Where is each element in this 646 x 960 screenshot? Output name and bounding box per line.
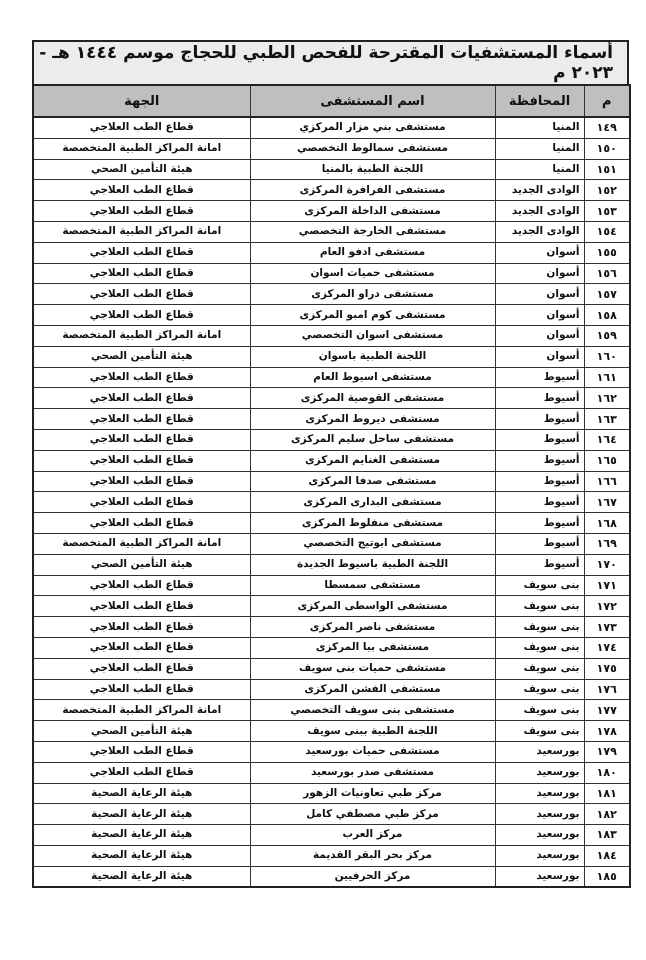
table-row — [33, 783, 630, 804]
cell-hospital: مستشفى الفشن المركزى — [250, 679, 495, 700]
cell-governorate: بنى سويف — [495, 596, 584, 617]
cell-authority: قطاع الطب العلاجي — [33, 367, 250, 388]
cell-governorate: بورسعيد — [495, 825, 584, 846]
cell-authority: قطاع الطب العلاجي — [33, 492, 250, 513]
cell-number: ١٦٢ — [584, 388, 630, 409]
cell-hospital: مستشفى ناصر المركزى — [250, 617, 495, 638]
cell-governorate: أسيوط — [495, 533, 584, 554]
cell-number: ١٥٤ — [584, 221, 630, 242]
cell-governorate: بورسعيد — [495, 741, 584, 762]
table-row — [33, 762, 630, 783]
cell-governorate: أسيوط — [495, 471, 584, 492]
table-row — [33, 741, 630, 762]
cell-hospital: مستشفى بني مزار المركزي — [250, 117, 495, 138]
table-row — [33, 117, 630, 138]
table-row — [33, 450, 630, 471]
cell-governorate: بنى سويف — [495, 700, 584, 721]
cell-hospital: مستشفى كوم امبو المركزى — [250, 305, 495, 326]
cell-number: ١٥٦ — [584, 263, 630, 284]
cell-number: ١٥١ — [584, 159, 630, 180]
table-row — [33, 513, 630, 534]
cell-governorate: المنيا — [495, 117, 584, 138]
cell-authority: قطاع الطب العلاجي — [33, 263, 250, 284]
cell-hospital: اللجنة الطبية باسيوط الجديدة — [250, 554, 495, 575]
cell-governorate: بنى سويف — [495, 637, 584, 658]
cell-number: ١٥٠ — [584, 138, 630, 159]
cell-number: ١٨٢ — [584, 804, 630, 825]
cell-number: ١٤٩ — [584, 117, 630, 138]
table-row — [33, 221, 630, 242]
table-row — [33, 533, 630, 554]
cell-governorate: أسوان — [495, 325, 584, 346]
cell-authority: هيئة الرعاية الصحية — [33, 866, 250, 887]
cell-hospital: مستشفى حميات اسوان — [250, 263, 495, 284]
cell-number: ١٧٩ — [584, 741, 630, 762]
table-row — [33, 554, 630, 575]
table-row — [33, 866, 630, 887]
cell-authority: هيئة الرعاية الصحية — [33, 825, 250, 846]
cell-authority: قطاع الطب العلاجي — [33, 429, 250, 450]
table-row — [33, 429, 630, 450]
table-row — [33, 263, 630, 284]
cell-hospital: مستشفى صدر بورسعيد — [250, 762, 495, 783]
cell-number: ١٦٤ — [584, 429, 630, 450]
cell-governorate: أسيوط — [495, 450, 584, 471]
document-sheet — [32, 40, 629, 888]
cell-authority: قطاع الطب العلاجي — [33, 180, 250, 201]
cell-governorate: بورسعيد — [495, 762, 584, 783]
cell-governorate: المنيا — [495, 159, 584, 180]
cell-authority: قطاع الطب العلاجي — [33, 637, 250, 658]
table-row — [33, 679, 630, 700]
cell-hospital: مركز طبي مصطفي كامل — [250, 804, 495, 825]
cell-authority: قطاع الطب العلاجي — [33, 388, 250, 409]
cell-governorate: بورسعيد — [495, 804, 584, 825]
document-title — [32, 40, 629, 84]
table-body — [33, 117, 630, 887]
cell-number: ١٧١ — [584, 575, 630, 596]
cell-authority: امانة المراكز الطبية المتخصصة — [33, 533, 250, 554]
cell-hospital: مركز طبي تعاونيات الزهور — [250, 783, 495, 804]
cell-authority: هيئة التأمين الصحي — [33, 721, 250, 742]
cell-governorate: أسوان — [495, 346, 584, 367]
cell-governorate: أسيوط — [495, 409, 584, 430]
cell-authority: امانة المراكز الطبية المتخصصة — [33, 221, 250, 242]
cell-hospital: اللجنة الطبية باسوان — [250, 346, 495, 367]
cell-hospital: مستشفى سمالوط التخصصي — [250, 138, 495, 159]
cell-authority: قطاع الطب العلاجي — [33, 513, 250, 534]
table-row — [33, 637, 630, 658]
table-row — [33, 658, 630, 679]
cell-governorate: بنى سويف — [495, 575, 584, 596]
cell-number: ١٧٦ — [584, 679, 630, 700]
cell-number: ١٧٤ — [584, 637, 630, 658]
cell-hospital: مستشفى صدفا المركزى — [250, 471, 495, 492]
table-row — [33, 575, 630, 596]
cell-authority: قطاع الطب العلاجي — [33, 741, 250, 762]
table-header-row — [33, 85, 630, 117]
cell-governorate: بنى سويف — [495, 721, 584, 742]
cell-authority: قطاع الطب العلاجي — [33, 575, 250, 596]
table-row — [33, 492, 630, 513]
cell-authority: قطاع الطب العلاجي — [33, 596, 250, 617]
cell-governorate: الوادى الجديد — [495, 180, 584, 201]
table-row — [33, 617, 630, 638]
cell-authority: قطاع الطب العلاجي — [33, 658, 250, 679]
cell-number: ١٦٦ — [584, 471, 630, 492]
cell-hospital: مستشفى ادفو العام — [250, 242, 495, 263]
cell-authority: امانة المراكز الطبية المتخصصة — [33, 700, 250, 721]
cell-governorate: أسوان — [495, 305, 584, 326]
cell-governorate: أسوان — [495, 263, 584, 284]
cell-authority: هيئة الرعاية الصحية — [33, 845, 250, 866]
cell-governorate: أسوان — [495, 284, 584, 305]
cell-number: ١٦٣ — [584, 409, 630, 430]
cell-hospital: اللجنة الطبية ببنى سويف — [250, 721, 495, 742]
cell-number: ١٥٨ — [584, 305, 630, 326]
table-row — [33, 700, 630, 721]
cell-number: ١٥٥ — [584, 242, 630, 263]
table-row — [33, 159, 630, 180]
cell-governorate: أسيوط — [495, 367, 584, 388]
cell-hospital: مستشفى الداخلة المركزى — [250, 201, 495, 222]
column-header-governorate: المحافظة — [495, 85, 584, 117]
cell-number: ١٦٨ — [584, 513, 630, 534]
cell-hospital: مستشفى بنى سويف التخصصي — [250, 700, 495, 721]
table-row — [33, 346, 630, 367]
cell-number: ١٥٣ — [584, 201, 630, 222]
cell-authority: هيئة الرعاية الصحية — [33, 804, 250, 825]
cell-hospital: اللجنة الطبية بالمنيا — [250, 159, 495, 180]
table-row — [33, 201, 630, 222]
cell-number: ١٨٣ — [584, 825, 630, 846]
cell-governorate: أسيوط — [495, 429, 584, 450]
cell-governorate: الوادى الجديد — [495, 221, 584, 242]
cell-number: ١٧٥ — [584, 658, 630, 679]
cell-authority: قطاع الطب العلاجي — [33, 201, 250, 222]
table-row — [33, 305, 630, 326]
cell-governorate: بنى سويف — [495, 679, 584, 700]
cell-governorate: أسوان — [495, 242, 584, 263]
table-row — [33, 721, 630, 742]
table-row — [33, 138, 630, 159]
cell-hospital: مستشفى ساحل سليم المركزى — [250, 429, 495, 450]
cell-hospital: مستشفى ابوتيج التخصصي — [250, 533, 495, 554]
cell-authority: قطاع الطب العلاجي — [33, 409, 250, 430]
cell-governorate: أسيوط — [495, 492, 584, 513]
cell-governorate: بنى سويف — [495, 658, 584, 679]
cell-hospital: مستشفى اسوان التخصصي — [250, 325, 495, 346]
cell-hospital: مستشفى الغنايم المركزى — [250, 450, 495, 471]
cell-authority: قطاع الطب العلاجي — [33, 242, 250, 263]
cell-authority: قطاع الطب العلاجي — [33, 679, 250, 700]
cell-number: ١٧٠ — [584, 554, 630, 575]
cell-number: ١٥٢ — [584, 180, 630, 201]
cell-hospital: مركز العرب — [250, 825, 495, 846]
cell-governorate: أسيوط — [495, 388, 584, 409]
cell-hospital: مستشفى دراو المركزى — [250, 284, 495, 305]
cell-number: ١٧٣ — [584, 617, 630, 638]
table-row — [33, 825, 630, 846]
cell-hospital: مستشفى البدارى المركزى — [250, 492, 495, 513]
table-row — [33, 388, 630, 409]
cell-number: ١٨١ — [584, 783, 630, 804]
cell-hospital: مركز بحر البقر القديمة — [250, 845, 495, 866]
table-row — [33, 367, 630, 388]
cell-governorate: أسيوط — [495, 554, 584, 575]
table-row — [33, 242, 630, 263]
cell-authority: هيئة الرعاية الصحية — [33, 783, 250, 804]
cell-hospital: مستشفى منفلوط المركزى — [250, 513, 495, 534]
cell-hospital: مستشفى اسيوط العام — [250, 367, 495, 388]
cell-hospital: مستشفى سمسطا — [250, 575, 495, 596]
cell-hospital: مركز الحرفيين — [250, 866, 495, 887]
cell-authority: قطاع الطب العلاجي — [33, 117, 250, 138]
table-row — [33, 409, 630, 430]
cell-governorate: بورسعيد — [495, 845, 584, 866]
cell-hospital: مستشفى حميات بنى سويف — [250, 658, 495, 679]
cell-number: ١٥٧ — [584, 284, 630, 305]
table-row — [33, 180, 630, 201]
cell-governorate: بورسعيد — [495, 866, 584, 887]
cell-number: ١٨٤ — [584, 845, 630, 866]
cell-governorate: بنى سويف — [495, 617, 584, 638]
cell-hospital: مستشفى الواسطى المركزى — [250, 596, 495, 617]
cell-number: ١٦٠ — [584, 346, 630, 367]
cell-number: ١٦٧ — [584, 492, 630, 513]
cell-number: ١٨٠ — [584, 762, 630, 783]
cell-authority: هيئة التأمين الصحي — [33, 159, 250, 180]
cell-number: ١٨٥ — [584, 866, 630, 887]
cell-hospital: مستشفى ديروط المركزى — [250, 409, 495, 430]
cell-authority: قطاع الطب العلاجي — [33, 617, 250, 638]
cell-number: ١٧٨ — [584, 721, 630, 742]
table-row — [33, 596, 630, 617]
cell-hospital: مستشفى ببا المركزى — [250, 637, 495, 658]
cell-governorate: المنيا — [495, 138, 584, 159]
cell-hospital: مستشفى حميات بورسعيد — [250, 741, 495, 762]
cell-hospital: مستشفى القوصية المركزى — [250, 388, 495, 409]
cell-hospital: مستشفى الخارجة التخصصي — [250, 221, 495, 242]
cell-governorate: بورسعيد — [495, 783, 584, 804]
table-row — [33, 845, 630, 866]
cell-governorate: أسيوط — [495, 513, 584, 534]
cell-authority: قطاع الطب العلاجي — [33, 284, 250, 305]
cell-number: ١٧٢ — [584, 596, 630, 617]
cell-authority: هيئة التأمين الصحي — [33, 346, 250, 367]
cell-number: ١٥٩ — [584, 325, 630, 346]
cell-authority: امانة المراكز الطبية المتخصصة — [33, 325, 250, 346]
cell-number: ١٦٥ — [584, 450, 630, 471]
table-row — [33, 325, 630, 346]
table-row — [33, 284, 630, 305]
cell-authority: امانة المراكز الطبية المتخصصة — [33, 138, 250, 159]
cell-governorate: الوادى الجديد — [495, 201, 584, 222]
cell-number: ١٦٩ — [584, 533, 630, 554]
column-header-authority: الجهة — [33, 85, 250, 117]
cell-authority: قطاع الطب العلاجي — [33, 762, 250, 783]
column-header-hospital: اسم المستشفى — [250, 85, 495, 117]
hospitals-table — [32, 84, 631, 888]
table-row — [33, 471, 630, 492]
cell-number: ١٧٧ — [584, 700, 630, 721]
table-row — [33, 804, 630, 825]
cell-hospital: مستشفى الفرافرة المركزى — [250, 180, 495, 201]
cell-authority: قطاع الطب العلاجي — [33, 471, 250, 492]
document-title-text: أسماء المستشفيات المقترحة للفحص الطبي للحجاج موسم ١٤٤٤ هـ - ٢٠٢٣ م — [39, 43, 613, 83]
cell-authority: هيئة التأمين الصحي — [33, 554, 250, 575]
cell-authority: قطاع الطب العلاجي — [33, 450, 250, 471]
cell-authority: قطاع الطب العلاجي — [33, 305, 250, 326]
cell-number: ١٦١ — [584, 367, 630, 388]
column-header-num: م — [584, 85, 630, 117]
